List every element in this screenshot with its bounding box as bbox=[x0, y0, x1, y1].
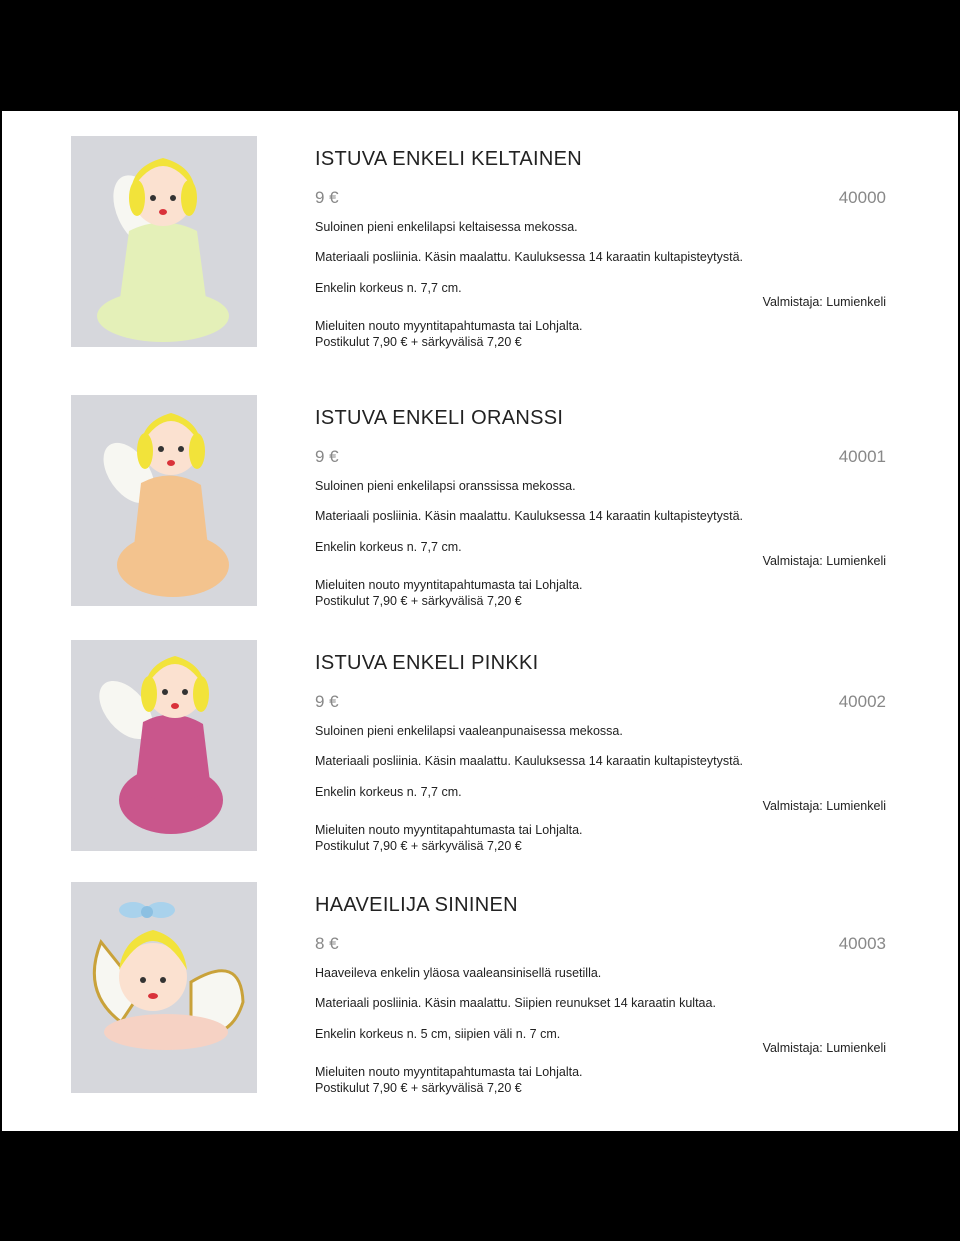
product-material: Materiaali posliinia. Käsin maalattu. Kauluksessa 14 karaatin kultapisteytystä. bbox=[315, 754, 743, 768]
product-card bbox=[2, 136, 958, 366]
product-price: 9 € bbox=[315, 692, 339, 711]
product-price: 9 € bbox=[315, 188, 339, 207]
product-pickup: Mieluiten nouto myyntitapahtumasta tai Lohjalta. bbox=[315, 823, 583, 837]
product-size: Enkelin korkeus n. 5 cm, siipien väli n. 7 cm. bbox=[315, 1027, 561, 1041]
product-code: 40003 bbox=[838, 934, 886, 953]
product-title: HAAVEILIJA SININEN bbox=[315, 894, 518, 916]
product-price: 9 € bbox=[315, 447, 339, 466]
angel-figurine-image bbox=[71, 882, 257, 1093]
product-card bbox=[2, 640, 958, 870]
product-description: Suloinen pieni enkelilapsi vaaleanpunaisessa mekossa. bbox=[315, 724, 623, 738]
product-pickup: Mieluiten nouto myyntitapahtumasta tai Lohjalta. bbox=[315, 1065, 583, 1079]
product-shipping: Postikulut 7,90 € + särkyvälisä 7,20 € bbox=[315, 335, 522, 349]
product-title: ISTUVA ENKELI PINKKI bbox=[315, 652, 539, 674]
product-material: Materiaali posliinia. Käsin maalattu. Kauluksessa 14 karaatin kultapisteytystä. bbox=[315, 250, 743, 264]
product-photo bbox=[71, 882, 257, 1093]
product-photo bbox=[71, 640, 257, 851]
product-shipping: Postikulut 7,90 € + särkyvälisä 7,20 € bbox=[315, 594, 522, 608]
product-size: Enkelin korkeus n. 7,7 cm. bbox=[315, 540, 462, 554]
product-shipping: Postikulut 7,90 € + särkyvälisä 7,20 € bbox=[315, 839, 522, 853]
product-size: Enkelin korkeus n. 7,7 cm. bbox=[315, 785, 462, 799]
product-size: Enkelin korkeus n. 7,7 cm. bbox=[315, 281, 462, 295]
product-title: ISTUVA ENKELI KELTAINEN bbox=[315, 148, 582, 170]
catalog-page bbox=[2, 111, 958, 1131]
product-card bbox=[2, 395, 958, 625]
product-shipping: Postikulut 7,90 € + särkyvälisä 7,20 € bbox=[315, 1081, 522, 1095]
angel-figurine-image bbox=[71, 395, 257, 606]
product-pickup: Mieluiten nouto myyntitapahtumasta tai Lohjalta. bbox=[315, 319, 583, 333]
angel-figurine-image bbox=[71, 136, 257, 347]
product-code: 40002 bbox=[838, 692, 886, 711]
product-code: 40001 bbox=[838, 447, 886, 466]
product-material: Materiaali posliinia. Käsin maalattu. Kauluksessa 14 karaatin kultapisteytystä. bbox=[315, 509, 743, 523]
product-description: Suloinen pieni enkelilapsi keltaisessa mekossa. bbox=[315, 220, 578, 234]
product-title: ISTUVA ENKELI ORANSSI bbox=[315, 407, 564, 429]
product-description: Haaveileva enkelin yläosa vaaleansinisellä rusetilla. bbox=[315, 966, 602, 980]
product-maker: Valmistaja: Lumienkeli bbox=[762, 799, 886, 813]
product-maker: Valmistaja: Lumienkeli bbox=[762, 295, 886, 309]
product-photo bbox=[71, 136, 257, 347]
product-maker: Valmistaja: Lumienkeli bbox=[762, 1041, 886, 1055]
product-code: 40000 bbox=[838, 188, 886, 207]
product-maker: Valmistaja: Lumienkeli bbox=[762, 554, 886, 568]
product-photo bbox=[71, 395, 257, 606]
product-pickup: Mieluiten nouto myyntitapahtumasta tai Lohjalta. bbox=[315, 578, 583, 592]
product-material: Materiaali posliinia. Käsin maalattu. Siipien reunukset 14 karaatin kultaa. bbox=[315, 996, 716, 1010]
product-description: Suloinen pieni enkelilapsi oranssissa mekossa. bbox=[315, 479, 576, 493]
angel-figurine-image bbox=[71, 640, 257, 851]
product-card bbox=[2, 882, 958, 1112]
product-price: 8 € bbox=[315, 934, 339, 953]
